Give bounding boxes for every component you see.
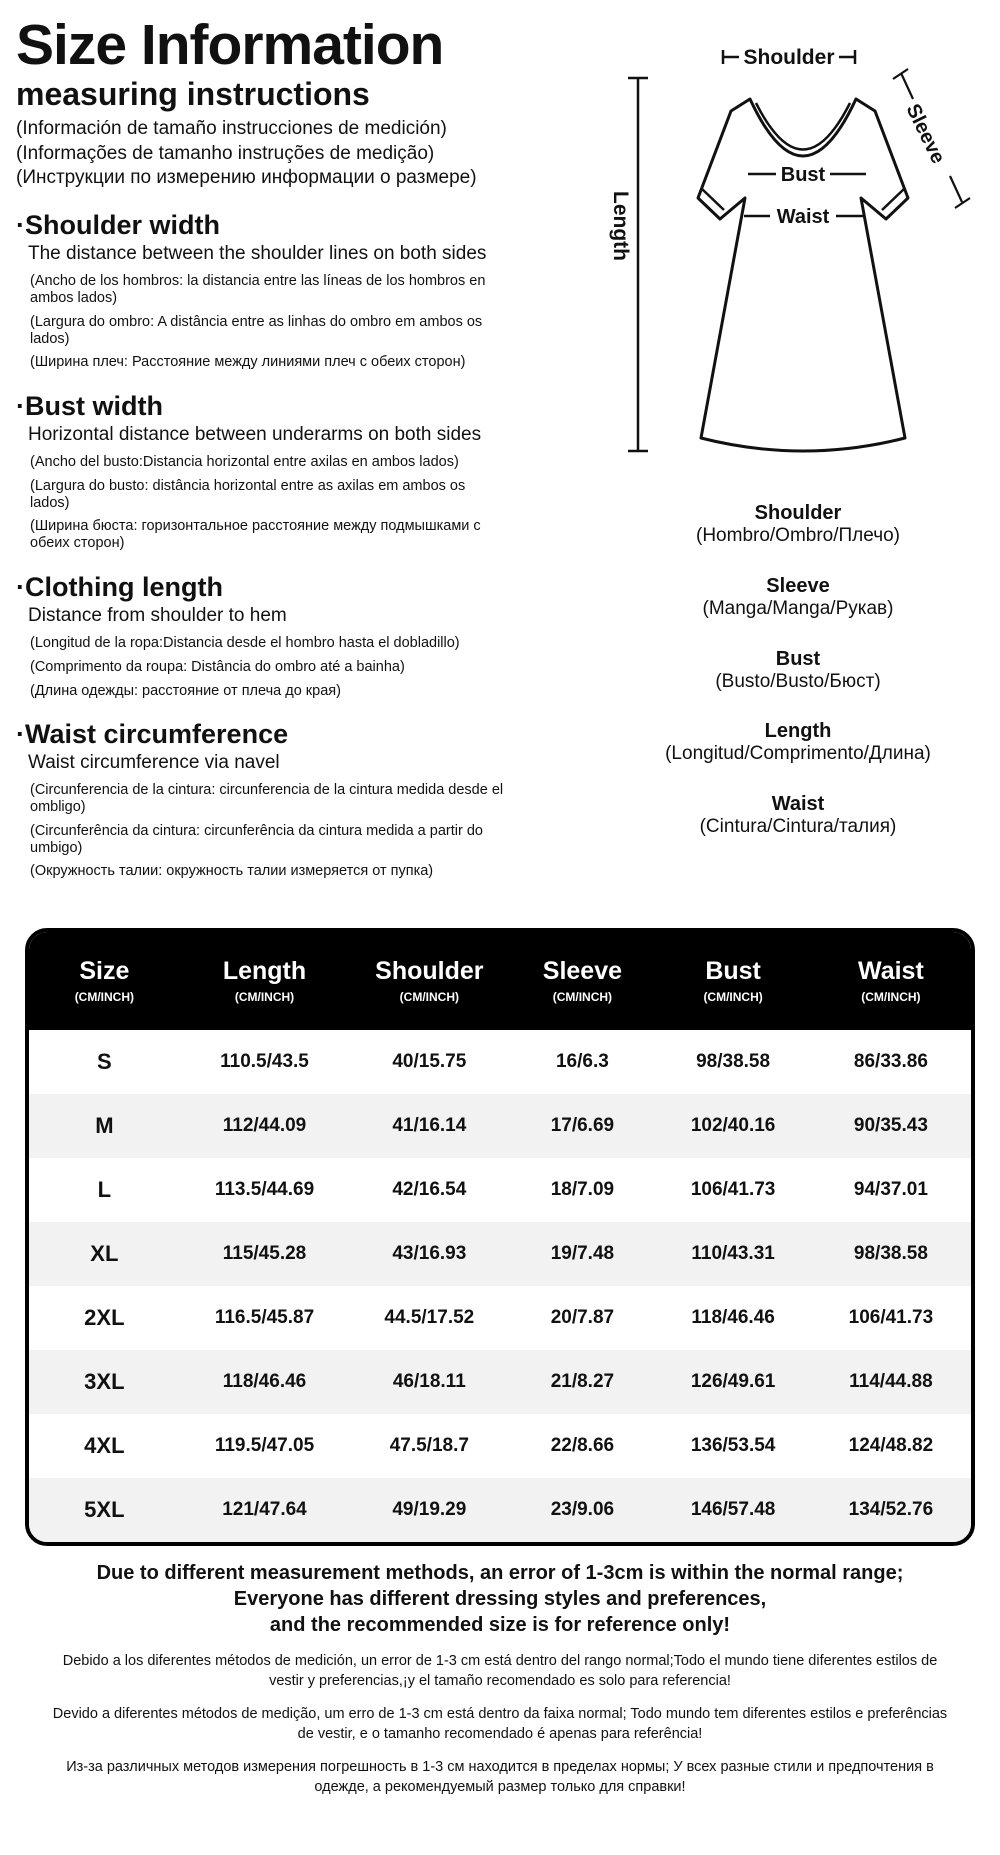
column-header-sleeve: Sleeve (CM/INCH) (509, 932, 655, 1030)
column-header-length: Length (CM/INCH) (180, 932, 350, 1030)
legend-term: Length (764, 720, 832, 743)
table-cell-size: M (29, 1094, 180, 1158)
table-row-2xl (29, 1286, 971, 1350)
section-translation-es: (Ancho de los hombros: la distancia entre las líneas de los hombros en ambos lados) (30, 273, 486, 306)
section-bust-width (16, 391, 521, 552)
table-cell: 21/8.27 (509, 1350, 655, 1414)
section-description: The distance between the shoulder lines on both sides (28, 243, 487, 265)
table-row-xl (29, 1222, 971, 1286)
table-cell: 40/15.75 (392, 1051, 467, 1072)
footer-note-ru: Из-за различных методов измерения погрешность в 1-3 см находится в пределах нормы; У всех разные стили и предпочтения в одежде, а рекомендуемый размер только для справки! (66, 1759, 934, 1795)
table-cell: 106/41.73 (690, 1179, 776, 1200)
legend-translation: (Hombro/Ombro/Плечо) (696, 525, 900, 546)
table-row-l (29, 1158, 971, 1222)
table-cell: 16/6.3 (555, 1051, 609, 1072)
dress-diagram (598, 26, 998, 865)
section-description: Waist circumference via navel (28, 752, 280, 774)
column-header-waist: Waist (CM/INCH) (811, 932, 971, 1030)
table-cell: 106/41.73 (848, 1307, 934, 1328)
section-clothing-length (16, 572, 521, 699)
table-cell: 18/7.09 (550, 1179, 615, 1200)
table-cell: 126/49.61 (655, 1350, 810, 1414)
table-cell: 46/18.11 (349, 1350, 509, 1414)
subtitle-translation-ru: (Инструкции по измерению информации о размере) (16, 167, 477, 189)
section-title: ·Clothing length (16, 572, 223, 603)
size-table-body (29, 1030, 971, 1542)
footer-note-pt: Devido a diferentes métodos de medição, um erro de 1-3 cm está dentro da faixa normal; Todo mundo tem diferentes estilos e preferências de vestir, e o tamanho recomendado é apenas para referência! (52, 1706, 948, 1742)
table-row-s (29, 1030, 971, 1094)
table-cell-size: 2XL (84, 1305, 125, 1330)
table-cell: 124/48.82 (848, 1435, 934, 1456)
section-description: Distance from shoulder to hem (28, 605, 287, 627)
legend-item-waist (598, 792, 998, 839)
table-cell-size: 3XL (29, 1350, 180, 1414)
table-cell: 98/38.58 (696, 1051, 771, 1072)
page-subtitle: measuring instructions (16, 75, 370, 112)
size-table-container (25, 928, 975, 1546)
section-title: ·Shoulder width (16, 210, 220, 241)
section-description: Horizontal distance between underarms on both sides (28, 424, 482, 446)
table-cell: 42/16.54 (392, 1179, 467, 1200)
table-cell: 119.5/47.05 (214, 1435, 315, 1456)
table-row-m (29, 1094, 971, 1158)
section-translation-pt: (Circunferência da cintura: circunferência da cintura medida a partir do umbigo) (30, 822, 483, 856)
table-cell: 98/38.58 (811, 1222, 971, 1286)
legend-translation: (Manga/Manga/Рукав) (702, 597, 894, 619)
table-cell: 23/9.06 (509, 1478, 655, 1542)
legend-translation: (Cintura/Cintura/талия) (699, 816, 897, 838)
size-table-header (29, 932, 971, 1030)
table-cell: 49/19.29 (349, 1478, 509, 1542)
table-cell: 19/7.48 (509, 1222, 655, 1286)
section-translation-ru: (Ширина плеч: Расстояние между линиями плеч с обеих сторон) (30, 354, 466, 371)
table-cell-size: 4XL (84, 1433, 125, 1458)
table-cell: 115/45.28 (180, 1222, 350, 1286)
table-cell: 110/43.31 (655, 1222, 810, 1286)
legend-translation: (Busto/Busto/Бюст) (715, 670, 881, 692)
section-translation-es: (Circunferencia de la cintura: circunferencia de la cintura medida desde el ombligo) (30, 782, 504, 815)
section-translation-ru: (Длина одежды: расстояние от плеча до края) (30, 682, 341, 699)
section-waist-circumference (16, 719, 521, 880)
diagram-length-label: Length (609, 191, 632, 261)
legend-term: Sleeve (766, 574, 830, 597)
table-cell-size: 5XL (29, 1478, 180, 1542)
diagram-sleeve-label: Sleeve (901, 100, 950, 168)
legend-term: Waist (771, 793, 825, 816)
measurement-legend (598, 501, 998, 839)
table-cell-size: S (97, 1049, 112, 1074)
table-cell: 113.5/44.69 (214, 1179, 315, 1200)
column-header-shoulder: Shoulder (CM/INCH) (349, 932, 509, 1030)
section-translation-ru: (Ширина бюста: горизонтальное расстояние между подмышками с обеих сторон) (30, 518, 481, 552)
table-cell-size: L (97, 1177, 112, 1202)
legend-term: Bust (775, 647, 821, 670)
table-cell: 44.5/17.52 (384, 1307, 475, 1328)
table-cell: 94/37.01 (853, 1179, 928, 1200)
table-cell: 136/53.54 (690, 1435, 776, 1456)
table-cell: 17/6.69 (509, 1094, 655, 1158)
table-cell: 41/16.14 (349, 1094, 509, 1158)
dress-diagram-drawing (598, 26, 998, 486)
footer-notes (20, 1560, 980, 1797)
table-cell: 134/52.76 (811, 1478, 971, 1542)
table-cell-size: XL (29, 1222, 180, 1286)
footer-bold-line: Due to different measurement methods, an error of 1-3cm is within the normal range; (96, 1562, 904, 1584)
table-cell: 22/8.66 (550, 1435, 615, 1456)
table-cell: 121/47.64 (180, 1478, 350, 1542)
section-translation-pt: (Largura do busto: distância horizontal entre as axilas em ambos os lados) (30, 477, 466, 511)
table-cell: 102/40.16 (655, 1094, 810, 1158)
legend-item-sleeve (598, 574, 998, 621)
section-translation-pt: (Largura do ombro: A distância entre as linhas do ombro em ambos os lados) (30, 313, 483, 347)
section-translation-pt: (Comprimento da roupa: Distância do ombro até a bainha) (30, 658, 405, 675)
subtitle-translations (16, 117, 521, 190)
table-header-row (29, 932, 971, 1030)
table-cell: 116.5/45.87 (214, 1307, 315, 1328)
legend-term: Shoulder (754, 502, 842, 524)
section-translation-es: (Ancho del busto:Distancia horizontal entre axilas en ambos lados) (30, 454, 459, 471)
subtitle-translation-pt: (Informações de tamanho instruções de medição) (16, 142, 435, 164)
table-cell: 118/46.46 (691, 1307, 775, 1328)
footer-note-es: Debido a los diferentes métodos de medición, un error de 1-3 cm está dentro del rango normal;Todo el mundo tiene diferentes estilos de vestir y preferencias,¡y el tamaño recomendado es solo para referencia! (62, 1653, 938, 1689)
table-cell: 20/7.87 (550, 1307, 615, 1328)
section-translation-ru: (Окружность талии: окружность талии измеряется от пупка) (30, 863, 434, 880)
table-cell: 43/16.93 (349, 1222, 509, 1286)
section-title: ·Bust width (16, 391, 163, 422)
column-header-bust: Bust (CM/INCH) (655, 932, 810, 1030)
table-cell: 146/57.48 (655, 1478, 810, 1542)
table-cell: 114/44.88 (811, 1350, 971, 1414)
length-measure-line (628, 78, 648, 451)
section-translation-es: (Longitud de la ropa:Distancia desde el hombro hasta el dobladillo) (30, 634, 460, 651)
table-row-5xl (29, 1478, 971, 1542)
footer-bold-line: Everyone has different dressing styles and preferences, (233, 1588, 767, 1610)
footer-bold-line: and the recommended size is for reference only! (269, 1614, 731, 1636)
diagram-bust-label: Bust (780, 164, 826, 186)
diagram-waist-label: Waist (776, 206, 830, 228)
table-cell: 47.5/18.7 (389, 1435, 469, 1456)
legend-translation: (Longitud/Comprimento/Длина) (665, 743, 931, 765)
table-cell: 110.5/43.5 (220, 1051, 309, 1072)
table-cell: 86/33.86 (853, 1051, 928, 1072)
page-title: Size Information (16, 13, 444, 77)
subtitle-translation-es: (Información de tamaño instrucciones de medición) (16, 118, 447, 140)
diagram-shoulder-label: Shoulder (743, 46, 835, 69)
section-shoulder-width (16, 210, 521, 371)
table-row-4xl (29, 1414, 971, 1478)
legend-item-length (598, 719, 998, 766)
table-cell: 112/44.09 (180, 1094, 350, 1158)
dress-outline (698, 99, 908, 451)
legend-item-bust (598, 647, 998, 694)
section-title: ·Waist circumference (16, 719, 289, 750)
table-cell: 118/46.46 (180, 1350, 350, 1414)
column-header-size: Size (CM/INCH) (29, 932, 180, 1030)
legend-item-shoulder (598, 501, 998, 548)
table-row-3xl (29, 1350, 971, 1414)
size-table (29, 932, 971, 1542)
table-cell: 90/35.43 (811, 1094, 971, 1158)
instructions-column (16, 13, 521, 880)
